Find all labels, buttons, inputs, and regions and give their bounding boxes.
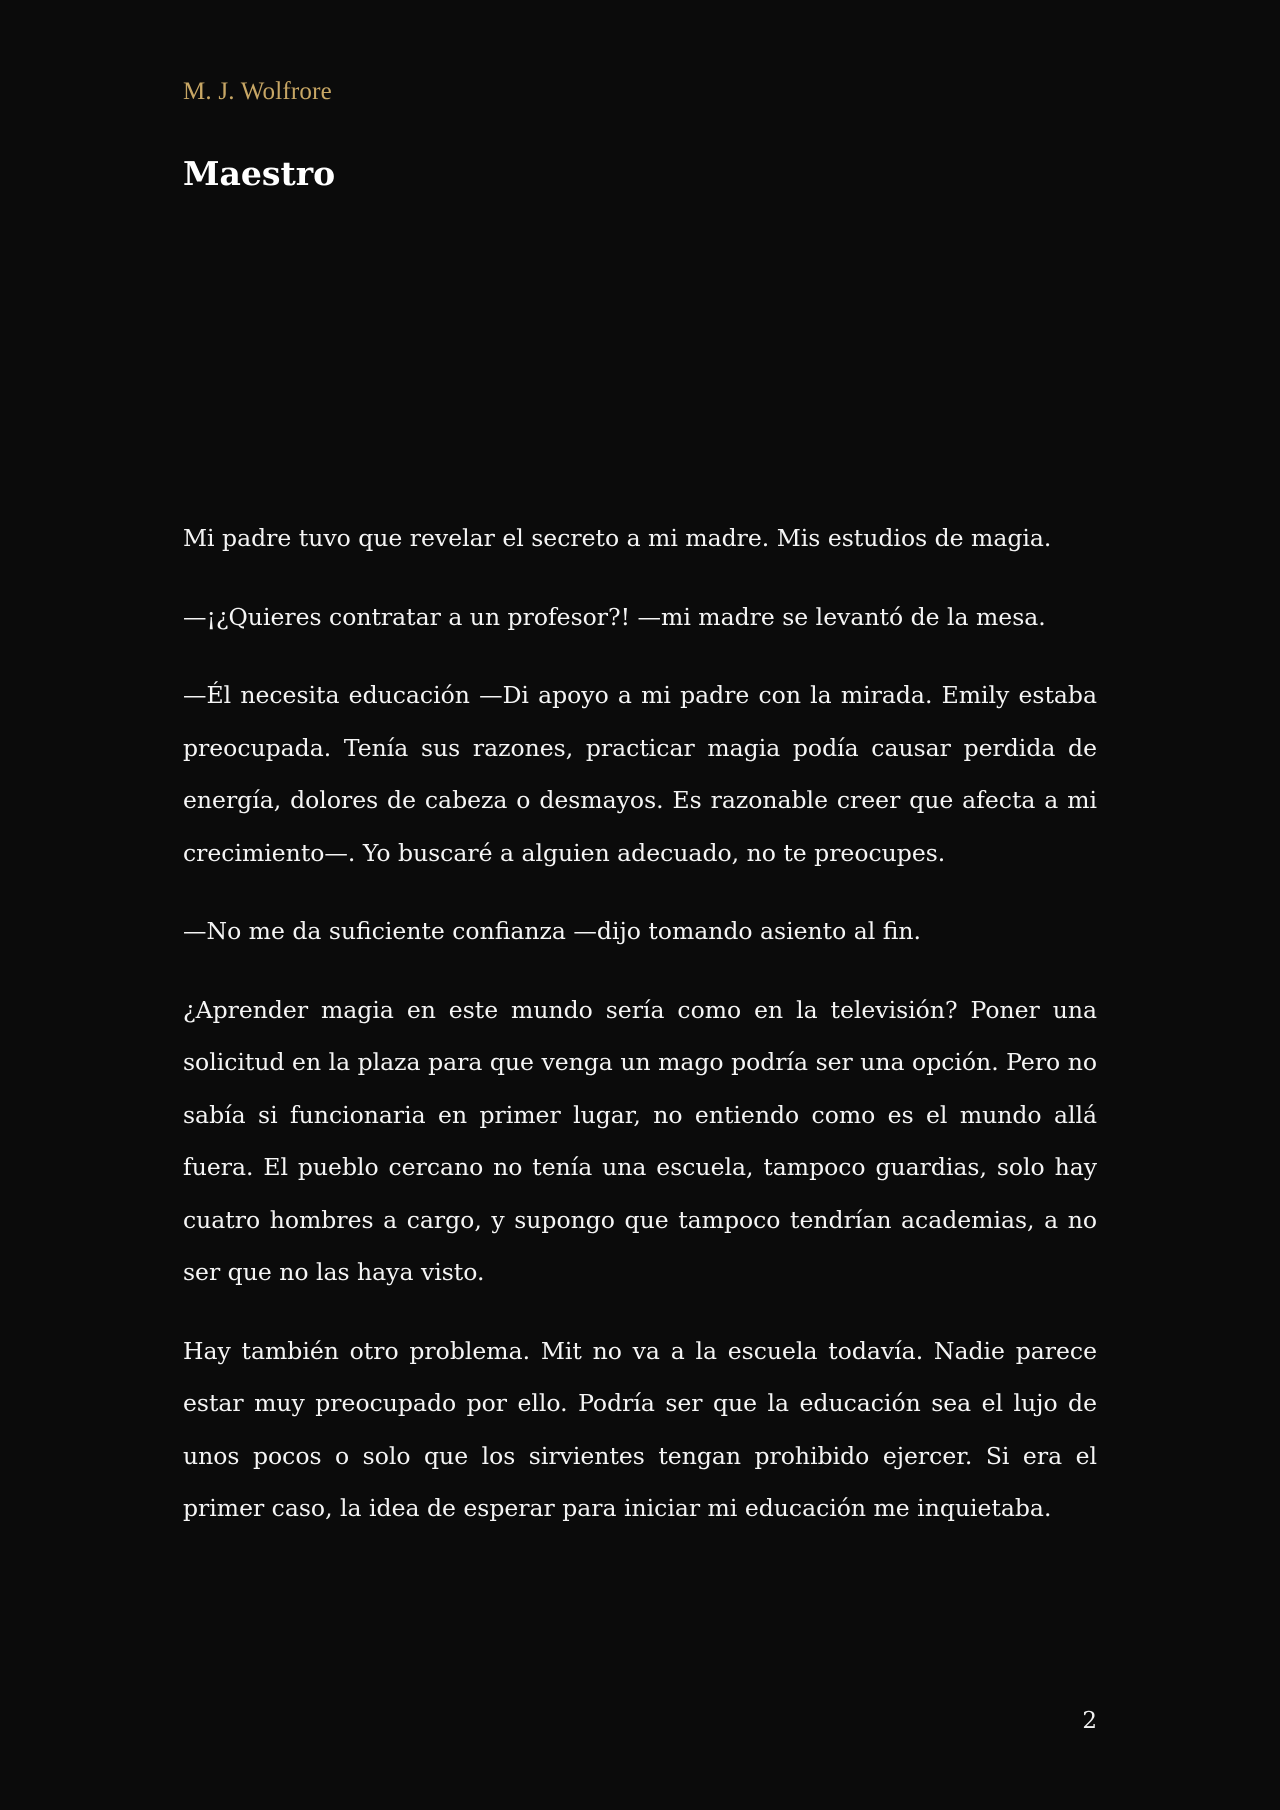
paragraph: —Él necesita educación —Di apoyo a mi padre con la mirada. Emily estaba preocupada. Tenía sus razones, practicar magia podía causar perdida de energía, dolores de cabeza o desmayos. Es razonable creer que afecta a mi crecimiento—. Yo buscaré a alguien adecuado, no te preocupes. (183, 681, 1097, 867)
paragraph: Hay también otro problema. Mit no va a la escuela todavía. Nadie parece estar muy preocupado por ello. Podría ser que la educación sea el lujo de unos pocos o solo que los sirvientes tengan prohibido ejercer. Si era el primer caso, la idea de esperar para iniciar mi educación me inquietaba. (183, 1336, 1097, 1522)
running-header-author: M. J. Wolfrore (183, 78, 332, 105)
paragraph: Mi padre tuvo que revelar el secreto a mi madre. Mis estudios de magia. (183, 524, 1052, 552)
chapter-body (183, 512, 1097, 1561)
page-number: 2 (1082, 1708, 1097, 1734)
paragraph: —¡¿Quieres contratar a un profesor?! —mi madre se levantó de la mesa. (183, 602, 1046, 631)
paragraph: —No me da suficiente confianza —dijo tomando asiento al fin. (183, 917, 922, 945)
paragraph: ¿Aprender magia en este mundo sería como en la televisión? Poner una solicitud en la plaza para que venga un mago podría ser una opción. Pero no sabía si funcionaria en primer lugar, no entiendo como es el mundo allá fuera. El pueblo cercano no tenía una escuela, tampoco guardias, solo hay cuatro hombres a cargo, y supongo que tampoco tendrían academias, a no ser que no las haya visto. (183, 995, 1097, 1286)
chapter-title: Maestro (183, 154, 336, 193)
